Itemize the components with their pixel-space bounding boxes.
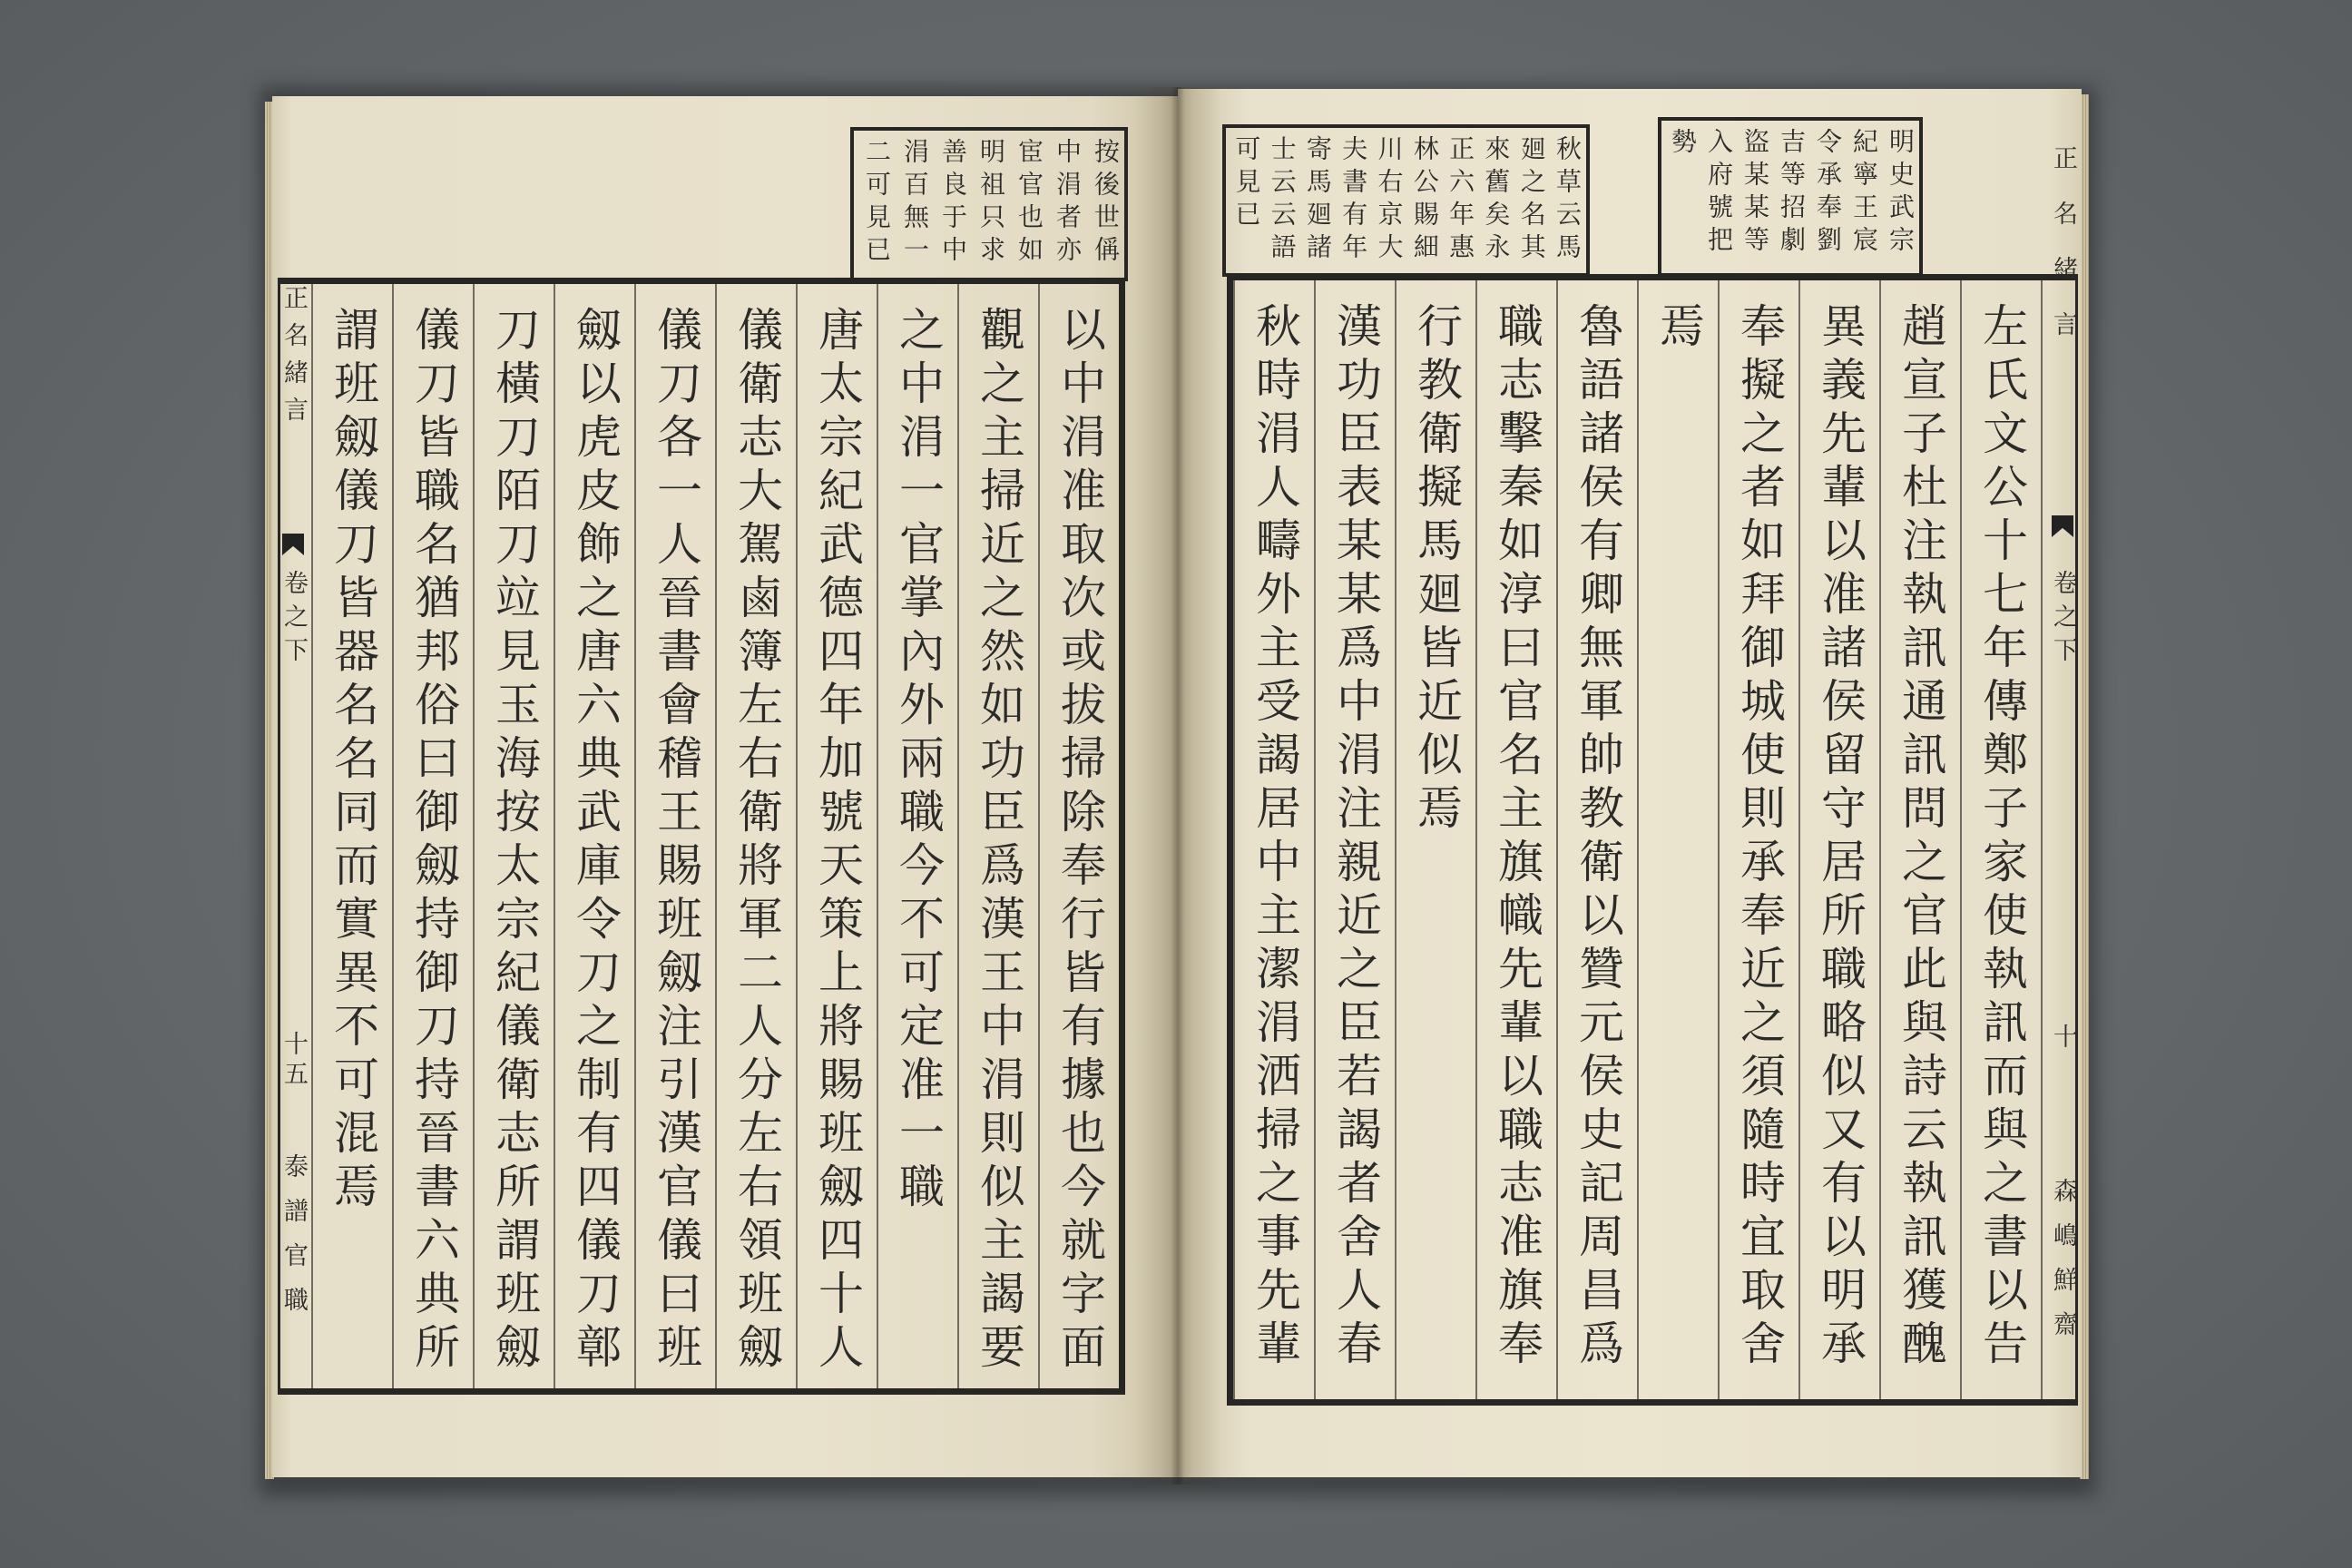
- left-hanshin-folio: 十五: [279, 1031, 308, 1091]
- right-head-note-b-column-10: 可見已: [1231, 135, 1262, 233]
- right-head-note-b-column-3: 來舊矣永: [1481, 135, 1512, 266]
- book-left-page: [272, 96, 1178, 1477]
- right-head-note-a-column-1: 明史武宗: [1886, 128, 1916, 259]
- right-head-note-a-column-2: 紀寧王宸: [1849, 128, 1879, 259]
- right-head-note-b-column-2: 廻之名其: [1516, 135, 1547, 266]
- right-head-note-b-column-6: 川右京大: [1374, 135, 1405, 266]
- right-hanshin-title: 正名緒言: [2049, 145, 2077, 367]
- left-head-note-column-6: 涓百無一: [900, 138, 930, 269]
- left-head-note-column-4: 明祖只求: [976, 138, 1006, 269]
- right-head-note-b-column-4: 正六年惠: [1446, 135, 1476, 266]
- left-head-note-column-1: 按後世偁: [1091, 138, 1121, 269]
- right-head-note-a-column-5: 盜某某等: [1740, 128, 1770, 259]
- left-hanshin-title: 正名緒言: [279, 285, 308, 434]
- right-hanshin-volume: 卷之下: [2049, 570, 2077, 671]
- right-head-note-b-column-9: 士云云語: [1267, 135, 1298, 266]
- right-head-note-a-column-6: 入府號把: [1704, 128, 1734, 259]
- right-head-note-b-column-8: 寄馬廻諸: [1302, 135, 1333, 266]
- right-main-text-column-4: 奉擬之者如拜御城使則承奉近之須隨時宜取舍: [1718, 280, 1798, 1399]
- left-main-text-column-9: 儀刀皆職名猶邦俗曰御劔持御刀持晉書六典所: [392, 284, 473, 1388]
- right-main-text-column-9: 漢功臣表某某爲中涓注親近之臣若謁者舍人春: [1314, 280, 1395, 1399]
- book-right-page: [1178, 89, 2082, 1477]
- right-main-text-column-5: 焉: [1637, 280, 1718, 1399]
- right-head-note-a-column-4: 吉等招劇: [1777, 128, 1807, 259]
- left-main-text-column-5: 儀衛志大駕鹵簿左右衛將軍二人分左右領班劔: [715, 284, 796, 1388]
- right-main-text-column-1: 左氏文公十七年傳鄭子家使執訊而與之書以告: [1960, 280, 2041, 1399]
- left-head-note-column-5: 善良于中: [938, 138, 968, 269]
- right-head-note-a-column-7: 勢: [1668, 128, 1698, 161]
- left-head-note-column-2: 中涓者亦: [1053, 138, 1083, 269]
- right-head-note-b-column-7: 夫書有年: [1338, 135, 1369, 266]
- right-head-note-box-b: [1222, 124, 1590, 277]
- right-hanshin-folio: 十: [2049, 1024, 2077, 1054]
- right-main-text-frame: [1227, 274, 2078, 1406]
- left-head-note-column-3: 宦官也如: [1014, 138, 1044, 269]
- right-main-text-column-3: 異義先輩以准諸侯留守居所職略似又有以明承: [1798, 280, 1879, 1399]
- right-hanshin-footer: 森嶋鮮齋: [2049, 1178, 2077, 1356]
- left-hanshin-volume: 卷之下: [279, 570, 308, 671]
- right-head-note-a-column-3: 令承奉劉: [1813, 128, 1843, 259]
- left-hanshin-footer: 泰譜官職: [279, 1153, 308, 1331]
- right-main-text-column-6: 魯語諸侯有卿無軍帥教衛以贊元侯史記周昌爲: [1556, 280, 1637, 1399]
- left-main-text-column-6: 儀刀各一人晉書會稽王賜班劔注引漢官儀曰班: [634, 284, 715, 1388]
- right-main-text-column-8: 行教衛擬馬廻皆近似焉: [1395, 280, 1475, 1399]
- left-main-text-column-2: 觀之主掃近之然如功臣爲漢王中涓則似主謁要: [957, 284, 1038, 1388]
- right-head-note-box-a: [1658, 117, 1923, 277]
- right-main-text-column-7: 職志擊秦如淳曰官名主旗幟先輩以職志准旗奉: [1475, 280, 1556, 1399]
- left-head-note-column-7: 二可見已: [862, 138, 892, 269]
- left-main-text-column-7: 劔以虎皮飾之唐六典武庫令刀之制有四儀刀鄣: [554, 284, 634, 1388]
- spine-fold-shadow: [1134, 87, 1221, 1485]
- left-main-text-column-3: 之中涓一官掌內外兩職今不可定准一職: [877, 284, 957, 1388]
- left-main-text-column-1: 以中涓准取次或拔掃除奉行皆有據也今就字面: [1038, 284, 1119, 1388]
- right-head-note-b-column-5: 林公賜細: [1409, 135, 1440, 266]
- right-main-text-column-10: 秋時涓人疇外主受謁居中主潔涓洒掃之事先輩: [1233, 280, 1314, 1399]
- right-main-text-column-2: 趙宣子杜注執訊通訊問之官此與詩云執訊獲醜: [1879, 280, 1960, 1399]
- right-head-note-b-column-1: 秋草云馬: [1553, 135, 1583, 266]
- left-main-text-column-4: 唐太宗紀武德四年加號天策上將賜班劔四十人: [796, 284, 877, 1388]
- left-main-text-column-10: 謂班劔儀刀皆器名名同而實異不可混焉: [311, 284, 392, 1388]
- left-main-text-frame: [278, 278, 1125, 1395]
- left-main-text-column-8: 刀橫刀陌刀竝見玉海按太宗紀儀衛志所謂班劔: [473, 284, 554, 1388]
- left-head-note-box: [850, 127, 1128, 281]
